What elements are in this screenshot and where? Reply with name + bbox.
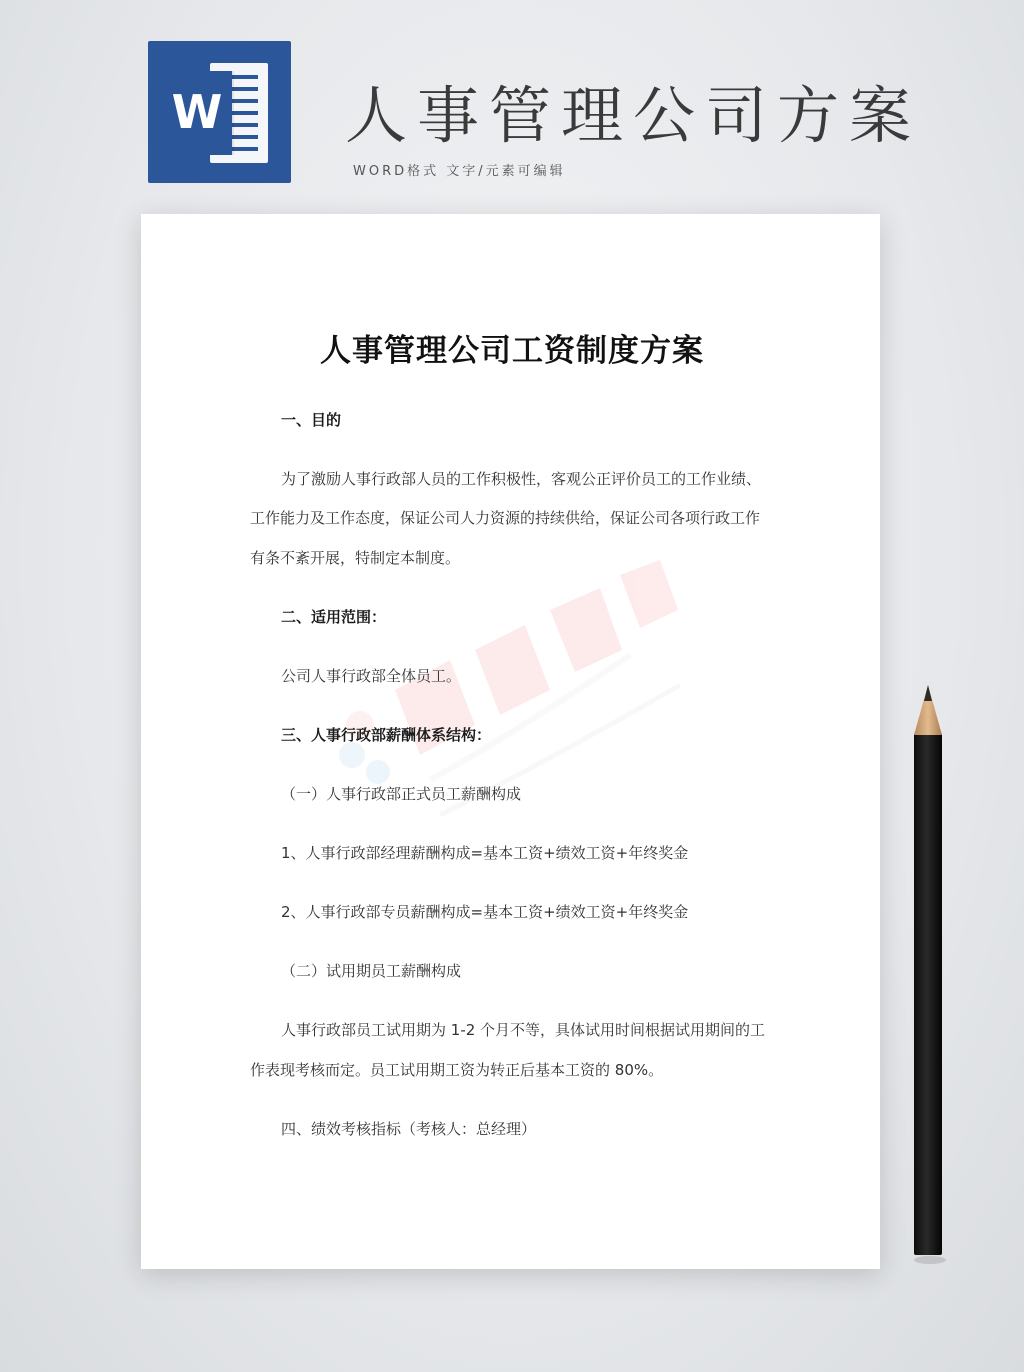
paragraph-line: 工作能力及工作态度，保证公司人力资源的持续供给，保证公司各项行政工作 <box>250 509 761 527</box>
subsection-heading: （一）人事行政部正式员工薪酬构成 <box>281 785 522 803</box>
list-item: 2、人事行政部专员薪酬构成=基本工资+绩效工资+年终奖金 <box>281 903 689 921</box>
document-title: 人事管理公司工资制度方案 <box>320 333 704 369</box>
paragraph-line: 人事行政部员工试用期为 1-2 个月不等，具体试用时间根据试用期间的工 <box>281 1021 766 1039</box>
word-logo-letter: W <box>171 85 223 139</box>
section-heading: 二、适用范围： <box>281 608 387 626</box>
pencil-icon <box>910 685 946 1265</box>
section-heading: 三、人事行政部薪酬体系结构： <box>281 726 492 744</box>
section-heading: 一、目的 <box>281 411 342 429</box>
section-heading: 四、绩效考核指标（考核人：总经理） <box>281 1120 537 1138</box>
header-title: 人事管理公司方案 <box>345 79 922 152</box>
subsection-heading: （二）试用期员工薪酬构成 <box>281 962 462 980</box>
paragraph-line: 有条不紊开展，特制定本制度。 <box>250 549 461 567</box>
paragraph-line: 公司人事行政部全体员工。 <box>281 667 462 685</box>
paragraph-line: 作表现考核而定。员工试用期工资为转正后基本工资的 80%。 <box>250 1061 664 1079</box>
list-item: 1、人事行政部经理薪酬构成=基本工资+绩效工资+年终奖金 <box>281 844 689 862</box>
word-logo-icon <box>148 41 291 183</box>
header-subtitle: WORD格式 文字/元素可编辑 <box>353 164 566 179</box>
paragraph-line: 为了激励人事行政部人员的工作积极性，客观公正评价员工的工作业绩、 <box>281 470 762 488</box>
